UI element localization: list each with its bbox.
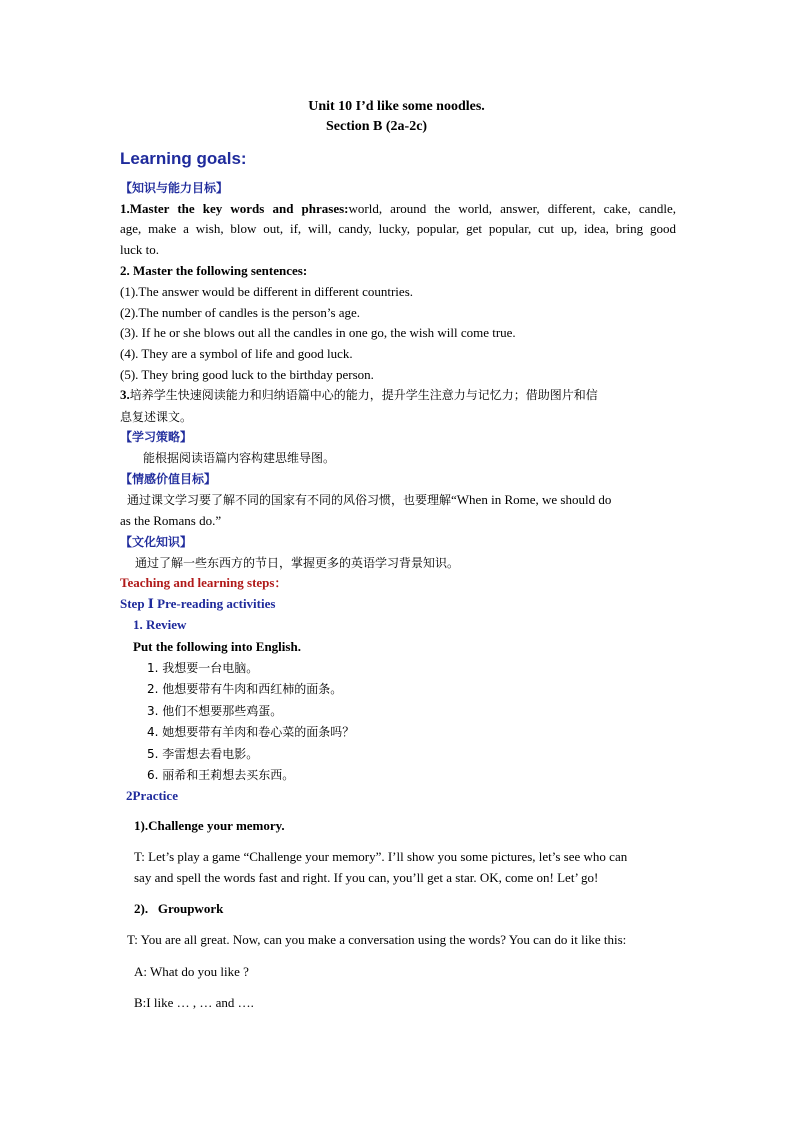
document-title: Unit 10 I’d like some noodles. xyxy=(308,99,485,114)
step-1-heading: Step Ⅰ Pre-reading activities xyxy=(120,596,276,611)
emotion-goals-line-1 xyxy=(127,491,611,509)
key-words-list: world, around the world, answer, different, cake, candle, xyxy=(348,201,676,216)
strategy-heading: 【学习策略】 xyxy=(120,430,193,444)
ability-goal-text: 培养学生快速阅读能力和归纳语篇中心的能力，提升学生注意力与记忆力；借助图片和信 xyxy=(129,388,598,402)
ability-goal-label: 3. xyxy=(120,387,130,402)
review-instruction: Put the following into English. xyxy=(133,639,301,654)
practice-heading: 2Practice xyxy=(126,788,178,803)
ability-goal-line-1 xyxy=(120,386,598,404)
sentence-item: (5). They bring good luck to the birthday person. xyxy=(120,367,374,382)
challenge-text-line-1: T: Let’s play a game “Challenge your memory”. I’ll show you some pictures, let’s see who can xyxy=(134,849,628,864)
key-words-label: 1.Master the key words and phrases: xyxy=(120,201,349,216)
section-subtitle: Section B (2a-2c) xyxy=(326,119,428,134)
review-item: 3. 他们不想要那些鸡蛋。 xyxy=(147,704,283,718)
sentences-heading: 2. Master the following sentences: xyxy=(120,263,308,278)
key-words-line-3: luck to. xyxy=(120,242,159,257)
review-item: 6. 丽希和王莉想去买东西。 xyxy=(147,768,295,782)
teaching-steps-label: Teaching and learning steps xyxy=(120,575,275,590)
key-words-line-1 xyxy=(120,200,676,218)
sentence-item: (1).The answer would be different in different countries. xyxy=(120,284,414,299)
learning-goals-heading: Learning goals: xyxy=(120,149,247,168)
sentence-item: (3). If he or she blows out all the candles in one go, the wish will come true. xyxy=(120,325,516,340)
groupwork-heading: 2). Groupwork xyxy=(134,901,224,916)
dialogue-line-b: B:I like … , … and …. xyxy=(134,995,254,1010)
challenge-heading: 1).Challenge your memory. xyxy=(134,818,285,833)
review-heading: 1. Review xyxy=(133,617,187,632)
teaching-steps-heading xyxy=(120,574,287,592)
review-item: 2. 他想要带有牛肉和西红柿的面条。 xyxy=(147,682,343,696)
review-item: 5. 李雷想去看电影。 xyxy=(147,747,259,761)
sentence-item: (4). They are a symbol of life and good luck. xyxy=(120,346,353,361)
ability-goal-line-2: 息复述课文。 xyxy=(120,410,193,424)
strategy-text: 能根据阅读语篇内容构建思维导图。 xyxy=(143,451,336,465)
key-words-line-2: age, make a wish, blow out, if, will, candy, lucky, popular, get popular, cut up, idea, bring good xyxy=(120,221,676,236)
knowledge-goals-heading: 【知识与能力目标】 xyxy=(120,181,229,195)
review-item: 1. 我想要一台电脑。 xyxy=(147,661,259,675)
teaching-steps-colon: ： xyxy=(274,576,287,590)
emotion-goals-line-2: as the Romans do.” xyxy=(120,513,222,528)
emotion-goals-heading: 【情感价值目标】 xyxy=(120,472,217,486)
dialogue-line-a: A: What do you like ? xyxy=(134,964,249,979)
emotion-goals-text-cn: 通过课文学习要了解不同的国家有不同的风俗习惯，也要理解 xyxy=(127,493,452,507)
emotion-goals-quote: “When in Rome, we should do xyxy=(451,492,612,507)
culture-text: 通过了解一些东西方的节日，掌握更多的英语学习背景知识。 xyxy=(135,556,460,570)
sentence-item: (2).The number of candles is the person’s age. xyxy=(120,305,361,320)
challenge-text-line-2: say and spell the words fast and right. If you can, you’ll get a star. OK, come on! Let’ go! xyxy=(134,870,599,885)
culture-heading: 【文化知识】 xyxy=(120,535,193,549)
groupwork-text: T: You are all great. Now, can you make a conversation using the words? You can do it like this: xyxy=(127,932,627,947)
review-item: 4. 她想要带有羊肉和卷心菜的面条吗？ xyxy=(147,725,355,739)
